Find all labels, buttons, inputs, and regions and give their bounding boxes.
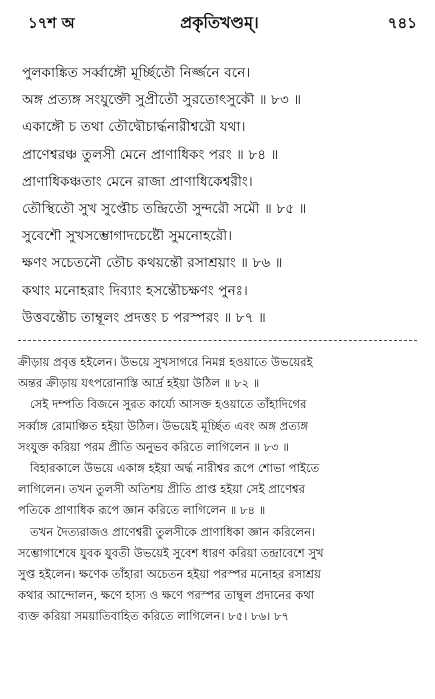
verse-line: উত্তবন্তৌচ তাম্বূলং প্রদত্তং চ পরস্পরং ॥ ৮৭ ॥ [22,309,266,326]
commentary-line: পতিকে প্রাণাধিক রূপে জ্ঞান করিতে লাগিলেন ॥ ৮৪ ॥ [18,503,266,518]
page-number: ৭৪১ [387,14,417,32]
commentary-line: লাগিলেন। তখন তুলসী অতিশয় প্রীতি প্রাপ্ত হইয়া সেই প্রাণেশ্বর [18,482,305,497]
sanskrit-verses [22,60,425,332]
verse-line: কথাং মনোহরাং দিব্যাং হসন্তৌচক্ষণং পুনঃ। [22,282,249,299]
verse-line: একাঙ্গৌ চ তথা তৌদ্বৌচার্দ্ধনারীশ্বরৌ যথা। [22,119,246,136]
verse-line: ক্ষণং সচেতনৌ তৌচ কথয়ন্তৌ রসাশ্রয়াং ॥ ৮৬ ॥ [22,255,283,272]
commentary-line: সেই দম্পতি বিজনে সুরত কার্য্যে আসক্ত হওয়াতে তাঁহাদিগের [30,397,307,412]
page-title: প্রকৃতিখণ্ডম্। [180,13,259,32]
commentary-line: অন্তর ক্রীড়ায় যৎপরোনাস্তি আর্দ্র হইয়া উঠিল ॥ ৮২ ॥ [18,376,260,391]
chapter-label: ১৭শ অ [28,14,75,32]
commentary-line: সুপ্ত হইলেন। ক্ষণেক তাঁহারা অচেতন হইয়া পরস্পর মনোহর রসাশ্রয় [18,567,321,582]
commentary-line: তখন দৈত্যরাজও প্রাণেশ্বরী তুলসীকে প্রাণাধিকা জ্ঞান করিলেন। [30,524,316,539]
commentary-line: ক্রীড়ায় প্রবৃত্ত হইলেন। উভয়ে সুখসাগরে নিমগ্ন হওয়াতে উভয়েরই [18,355,313,369]
verse-line: তৌস্থিতৌ সুখ সুপ্তৌচ তন্দ্রিতৌ সুন্দরৌ সমৌ ॥ ৮৫ ॥ [22,201,307,218]
commentary-line: সম্ভোগাশেষে যুবক যুবতী উভয়েই সুবেশ ধারণ করিয়া তন্দ্রাবেশে সুখ [18,545,324,560]
verse-line: অঙ্গ প্রত্যঙ্গ সংযুক্তৌ সুপ্রীতৌ সুরতোৎসুকৌ ॥ ৮৩ ॥ [22,92,302,109]
bengali-commentary [18,352,421,628]
commentary-line: কথার আন্দোলন, ক্ষণে হাস্য ও ক্ষণে পরস্পর তাম্বূল প্রদানের কথা [18,588,315,603]
verse-line: প্রাণেশ্বরঞ্চ তুলসী মেনে প্রাণাধিকং পরং ॥ ৮৪ ॥ [22,146,279,163]
commentary-line: সংযুক্ত করিয়া পরম প্রীতি অনুভব করিতে লাগিলেন ॥ ৮৩ ॥ [18,439,289,454]
section-divider [18,340,417,341]
commentary-line: সর্ব্বাঙ্গ রোমাঞ্চিত হইয়া উঠিল। উভয়েই মূর্চ্ছিত এবং অঙ্গ প্রত্যঙ্গ [18,418,309,433]
commentary-line: ব্যক্ত করিয়া সময়াতিবাহিত করিতে লাগিলেন। ৮৫। ৮৬। ৮৭ [18,609,289,624]
verse-line: প্রাণাধিকঞ্চতাং মেনে রাজা প্রাণাধিকেশ্বরীং। [22,173,253,190]
page-header [18,8,421,38]
verse-line: সুবেশৌ সুখসম্ভোগাদচেষ্টৌ সুমনোহরৌ। [22,228,233,245]
commentary-line: বিহারকালে উভয়ে একাঙ্গ হইয়া অর্দ্ধ নারীশ্বর রূপে শোভা পাইতে [30,461,320,476]
verse-line: পুলকাঙ্কিত সর্ব্বাঙ্গৌ মূর্চ্ছিতৌ নির্জ্জনে বনে। [22,65,251,81]
